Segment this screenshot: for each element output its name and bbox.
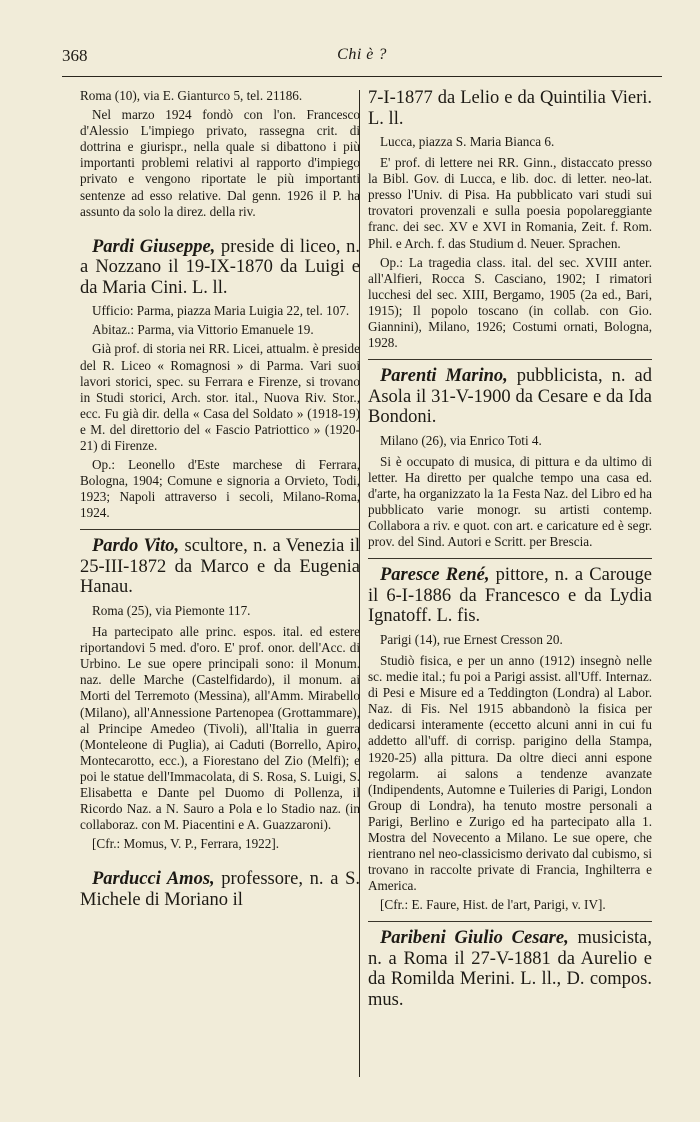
- paragraph: Abitaz.: Parma, via Vittorio Emanuele 19.: [92, 322, 314, 338]
- entry-heading-text: scultore, n. a Venezia il 25-III-1872 da Marco e da Eugenia Hanau.: [80, 536, 360, 598]
- entry-heading: [368, 366, 652, 428]
- running-title: Chi è ?: [337, 46, 387, 63]
- entry-name: Parenti Marino,: [380, 366, 508, 387]
- right-column: [368, 88, 652, 1082]
- paragraph: [Cfr.: Momus, V. P., Ferrara, 1922].: [92, 836, 280, 852]
- entry-heading-text: pubblicista, n. ad Asola il 31-V-1900 da Cesare e da Ida Bondoni.: [368, 366, 652, 428]
- paragraph: Nel marzo 1924 fondò con l'on. Francesco d'Alessio L'impiego privato, rassegna crit. di dottrina e giurispr., nella quale si dibattono i più importanti problemi relativi al rapporto d'impiego privato e vengono riportate le più importanti sentenze ad esso relative. Dal genn. 1926 il P. ha assunto da solo la direz. della riv.: [80, 107, 360, 219]
- paragraph: E' prof. di lettere nei RR. Ginn., distaccato presso la Bibl. Gov. di Lucca, e lib. doc. di letter. neo-lat. presso l'Univ. di Pisa. Ha pubblicato vari studi sui trovatori provenzali e sulla poesia popolareggiante franc. dei sec. XV e XVI in Romania, Zeit. f. Rom. Phil. e Arch. f. das Studium d. Neuer. Sprachen.: [368, 155, 652, 251]
- spacer: [80, 855, 360, 863]
- paragraph: Roma (10), via E. Gianturco 5, tel. 21186.: [80, 88, 303, 103]
- entry-heading: [80, 237, 360, 299]
- entry-heading-text: professore, n. a S. Michele di Moriano il: [80, 869, 360, 910]
- spacer: [80, 223, 360, 231]
- paragraph: Ha partecipato alle princ. espos. ital. ed estere riportandovi 5 med. d'oro. E' prof. onor. dell'Acc. di Urbino. Le sue opere principali sono: il Monum. naz. delle Marche (Castelfidardo), il monum. ai Morti del Terremoto (Messina), all'Amm. Mirabello (Milano), all'Annessione Partenopea (Grottammare), al Principe Amedeo (Tivoli), all'Italia in guerra (Monteleone di Puglia), ai Caduti (Borrello, Apiro, Montecarotto, ecc.), a Fiorestano del Zio (Melfi); e poi le statue dell'Immacolata, di S. Rosa, S. Luigi, S. Elisabetta e Dante pel Duomo di Pollenza, il Ricordo Naz. a N. Sauro a Pola e lo Stadio naz. (in collaboraz. con M. Piacentini e A. Guazzaroni).: [80, 624, 360, 833]
- paragraph: Op.: La tragedia class. ital. del sec. XVIII anter. all'Alfieri, Rocca S. Casciano, 1902; I rimatori lucchesi del sec. XIII, Bergamo, 1905 (2a ed., Bari, 1915); Il popolo toscano (in collab. con Gio. Giannini), Milano, 1926; Costumi ornati, Bologna, 1928.: [368, 254, 652, 351]
- entry-heading-text: musicista, n. a Roma il 27-V-1881 da Aurelio e da Romilda Merini. L. ll., D. compos. mus.: [368, 928, 652, 1010]
- entry-name: Paribeni Giulio Cesare,: [380, 928, 569, 949]
- paragraph: Già prof. di storia nei RR. Licei, attualm. è preside del R. Liceo « Romagnosi » di Parma. Vari suoi lavori storici, spec. su Ferrara e Firenze, si trovano in Studi storici, Arch. stor. ital., Nuova Riv. Stor., ecc. Fu già dir. della « Casa del Soldato » (1918-19) e M. del direttorio del « Fascio Patriottico » (1920-21) di Firenze.: [80, 341, 360, 453]
- entry-address: Lucca, piazza S. Maria Bianca 6.: [380, 134, 555, 149]
- paragraph: Si è occupato di musica, di pittura e da ultimo di letter. Ha diretto per qualche tempo una casa ed. d'arte, ha organizzato la 1a Festa Naz. del Libro ed ha pubblicato varie monogr. su artisti contemp. Collabora a riv. e quot. con art. e caricature ed è segr. prov. del Sind. Autori e Scritt. per Brescia.: [368, 453, 652, 550]
- entry-name: Pardi Giuseppe,: [92, 236, 216, 257]
- entry-heading: [368, 928, 652, 1010]
- left-column: [80, 88, 360, 1082]
- paragraph: Studiò fisica, e per un anno (1912) insegnò nelle sc. medie ital.; fu poi a Parigi assist. all'Uff. Internaz. di Pesi e Misure ed a Teddington (Londra) al Labor. Naz. di Fis. Nel 1915 abbandonò la fisica per dedicarsi interamente (eccetto alcuni anni in cui fu addetto all'uff. di corrisp. parigino della Stampa, 1920-25) alla pittura. Da oltre dieci anni espone regolarm. ai salons a tendenze avanzate (Indipendents, Automne e Tuileries di Parigi, London Group di Londra), ha tenuto mostre personali a Parigi, Berlino e Zurigo ed ha partecipato alla 1. Mostra del Novecento a Milano. Le sue opere, che rientrano nel neo-classicismo derivato dal cubismo, si trovano in raccolte private di Francia, Inghilterra e America.: [368, 652, 652, 894]
- paragraph: Op.: Leonello d'Este marchese di Ferrara, Bologna, 1904; Comune e signoria a Orvieto, Todi, 1923; Napoli attraverso i secoli, Milano-Roma, 1924.: [80, 457, 360, 521]
- entry-separator: [80, 529, 360, 530]
- page-header: [62, 40, 662, 77]
- entry-address: Parigi (14), rue Ernest Cresson 20.: [380, 631, 563, 647]
- entry-heading-text: 7-I-1877 da Lelio e da Quintilia Vieri. L. ll.: [368, 88, 652, 129]
- entry-address: Milano (26), via Enrico Toti 4.: [380, 432, 542, 448]
- page-number: 368: [62, 46, 88, 65]
- paragraph: Ufficio: Parma, piazza Maria Luigia 22, tel. 107.: [92, 303, 350, 319]
- entry-heading: [80, 869, 360, 910]
- entry-heading: [368, 565, 652, 627]
- entry-heading-text: pittore, n. a Carouge il 6-I-1886 da Francesco e da Lydia Ignatoff. L. fis.: [368, 565, 652, 627]
- entry-separator: [368, 921, 652, 922]
- entry-heading: [80, 536, 360, 598]
- entry-name: Parducci Amos,: [92, 869, 215, 890]
- entry-heading-text: preside di liceo, n. a Nozzano il 19-IX-1870 da Luigi e da Maria Cini. L. ll.: [80, 236, 360, 298]
- entry-separator: [368, 359, 652, 360]
- entry-name: Pardo Vito,: [92, 536, 180, 557]
- entry-name: Paresce René,: [380, 565, 490, 586]
- entry-address: Roma (25), via Piemonte 117.: [92, 602, 251, 618]
- paragraph: [Cfr.: E. Faure, Hist. de l'art, Parigi, v. IV].: [380, 897, 606, 913]
- entry-heading: [368, 88, 652, 129]
- entry-separator: [368, 558, 652, 559]
